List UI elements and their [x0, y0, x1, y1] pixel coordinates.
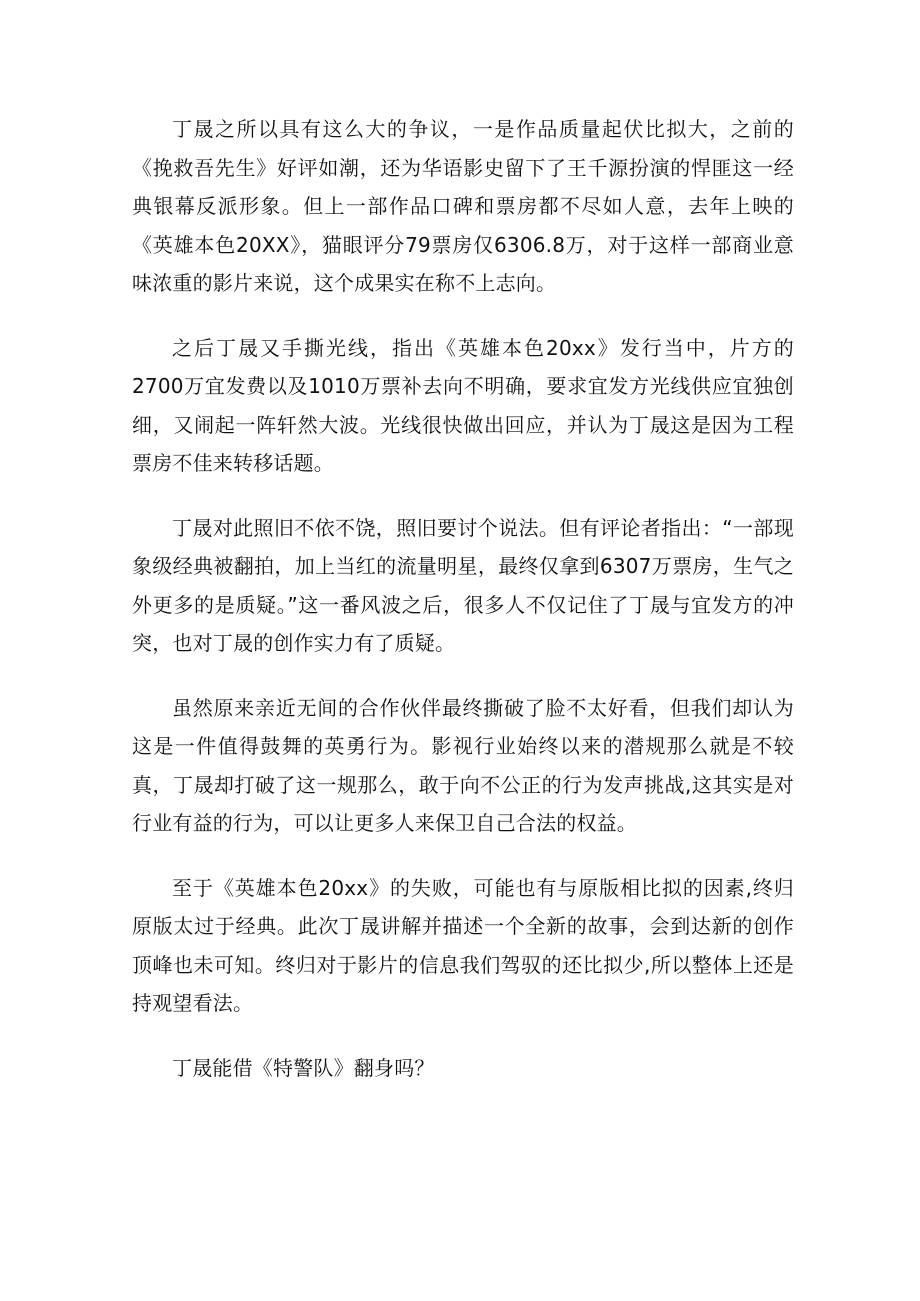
paragraph-5: 至于《英雄本色20xx》的失败，可能也有与原版相比拟的因素,终归原版太过于经典。此次丁晟讲解并描述一个全新的故事，会到达新的创作顶峰也未可知。终归对于影片的信息我们驾驭的还比拟少,所以整体上还是持观望看法。 [132, 875, 794, 1015]
paragraph-2: 之后丁晟又手撕光线，指出《英雄本色20xx》发行当中，片方的2700万宜发费以及1010万票补去向不明确，要求宜发方光线供应宜独创细，又闹起一阵轩然大波。光线很快做出回应，并认为丁晟这是因为工程票房不佳来转移话题。 [132, 335, 794, 475]
paragraph-1: 丁晟之所以具有这么大的争议，一是作品质量起伏比拟大，之前的《挽救吾先生》好评如潮，还为华语影史留下了王千源扮演的悍匪这一经典银幕反派形象。但上一部作品口碑和票房都不尽如人意，去年上映的《英雄本色20XX》，猫眼评分79票房仅6306.8万，对于这样一部商业意味浓重的影片来说，这个成果实在称不上志向。 [132, 117, 794, 295]
paragraph-3: 丁晟对此照旧不依不饶，照旧要讨个说法。但有评论者指出：“一部现象级经典被翻拍，加上当红的流量明星，最终仅拿到6307万票房，生气之外更多的是质疑。”这一番风波之后，很多人不仅记住了丁晟与宜发方的冲突，也对丁晟的创作实力有了质疑。 [132, 515, 794, 655]
paragraph-4: 虽然原来亲近无间的合作伙伴最终撕破了脸不太好看，但我们却认为这是一件值得鼓舞的英勇行为。影视行业始终以来的潜规那么就是不较真，丁晟却打破了这一规那么，敢于向不公正的行为发声挑战,这其实是对行业有益的行为，可以让更多人来保卫自己合法的权益。 [132, 695, 794, 835]
paragraph-6-question: 丁晟能借《特警队》翻身吗？ [172, 1055, 435, 1080]
article-body [132, 110, 794, 1113]
